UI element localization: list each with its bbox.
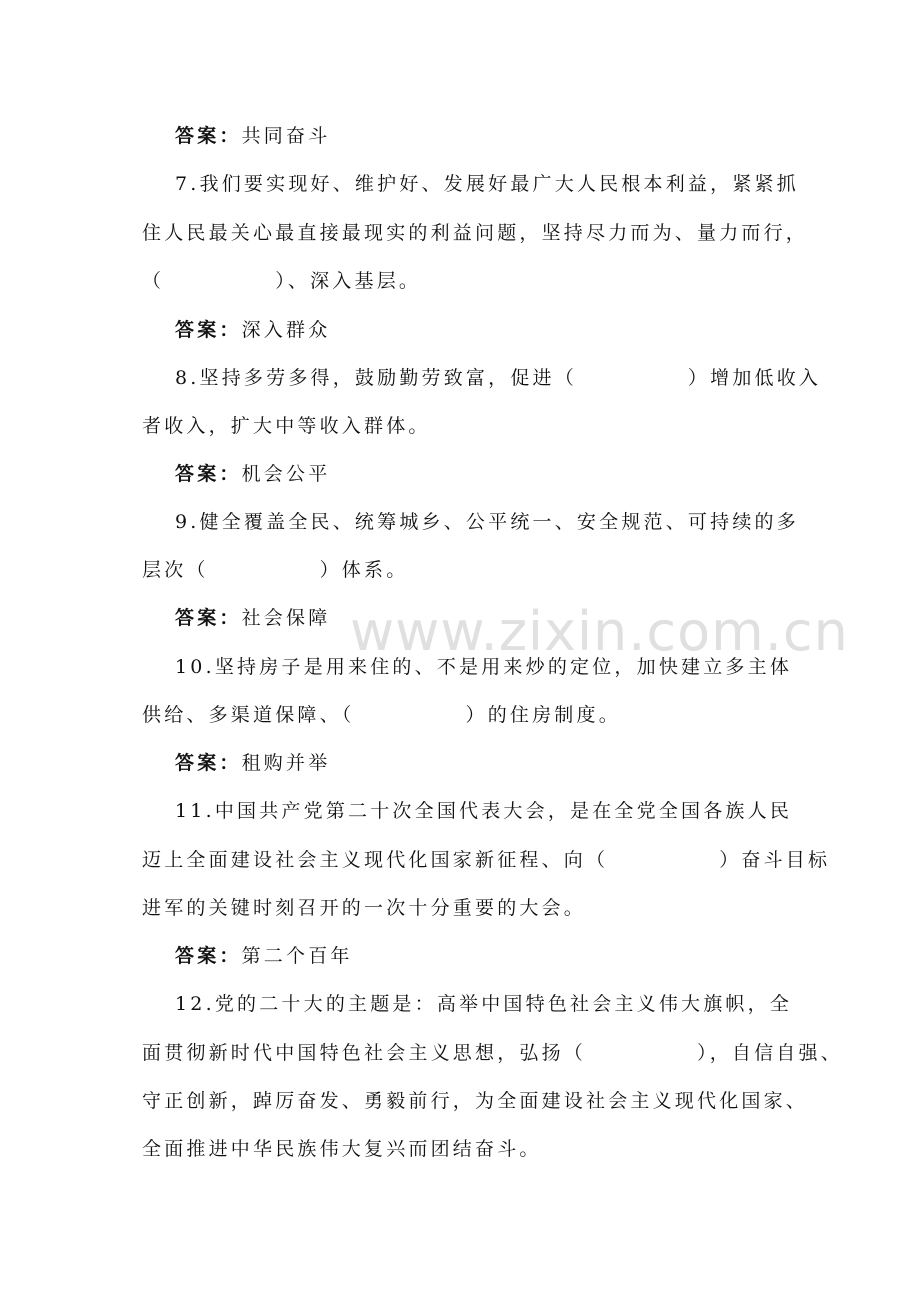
- question-12-line-4: 全面推进中华民族伟大复兴而团结奋斗。: [142, 1138, 542, 1160]
- answer-label: 答案：: [175, 125, 242, 147]
- question-10-line-1: 10.坚持房子是用来住的、不是用来炒的定位，加快建立多主体: [175, 656, 793, 678]
- answer-line: [175, 944, 353, 968]
- question-7-line-3: （ ）、深入基层。: [142, 270, 422, 292]
- question-12-line-1: 12.党的二十大的主题是：高举中国特色社会主义伟大旗帜，全: [175, 993, 793, 1015]
- answer-line: [175, 462, 330, 486]
- watermark: www.zixin.com.cn: [350, 600, 849, 663]
- question-12-line-2: 面贯彻新时代中国特色社会主义思想，弘扬（ ），自信自强、: [142, 1042, 843, 1064]
- question-9-line-1: 9.健全覆盖全民、统筹城乡、公平统一、安全规范、可持续的多: [175, 511, 799, 533]
- question-8-line-1: 8.坚持多劳多得，鼓励勤劳致富，促进（ ）增加低收入: [175, 367, 822, 389]
- answer-label: 答案：: [175, 752, 242, 774]
- answer-text: 共同奋斗: [241, 125, 331, 147]
- answer-line: [175, 606, 330, 630]
- answer-label: 答案：: [175, 463, 242, 485]
- question-12-line-3: 守正创新，踔厉奋发、勇毅前行，为全面建设社会主义现代化国家、: [142, 1090, 809, 1112]
- question-11-line-2: 迈上全面建设社会主义现代化国家新征程、向（ ）奋斗目标: [142, 849, 831, 871]
- answer-label: 答案：: [175, 607, 242, 629]
- answer-text: 第二个百年: [241, 945, 353, 967]
- answer-text: 机会公平: [241, 463, 331, 485]
- question-9-line-2: 层次（ ）体系。: [142, 559, 409, 581]
- question-8-line-2: 者收入，扩大中等收入群体。: [142, 415, 431, 437]
- answer-label: 答案：: [175, 319, 242, 341]
- question-11-line-3: 进军的关键时刻召开的一次十分重要的大会。: [142, 897, 587, 919]
- answer-text: 深入群众: [241, 319, 331, 341]
- question-11-line-1: 11.中国共产党第二十次全国代表大会，是在全党全国各族人民: [175, 800, 793, 822]
- answer-text: 租购并举: [241, 752, 331, 774]
- answer-text: 社会保障: [241, 607, 331, 629]
- question-7-line-1: 7.我们要实现好、维护好、发展好最广大人民根本利益，紧紧抓: [175, 173, 799, 195]
- answer-label: 答案：: [175, 945, 242, 967]
- question-7-line-2: 住人民最关心最直接最现实的利益问题，坚持尽力而为、量力而行，: [142, 222, 809, 244]
- question-10-line-2: 供给、多渠道保障、（ ）的住房制度。: [142, 704, 621, 726]
- answer-line: [175, 318, 330, 342]
- answer-line: [175, 751, 330, 775]
- answer-line: [175, 124, 330, 148]
